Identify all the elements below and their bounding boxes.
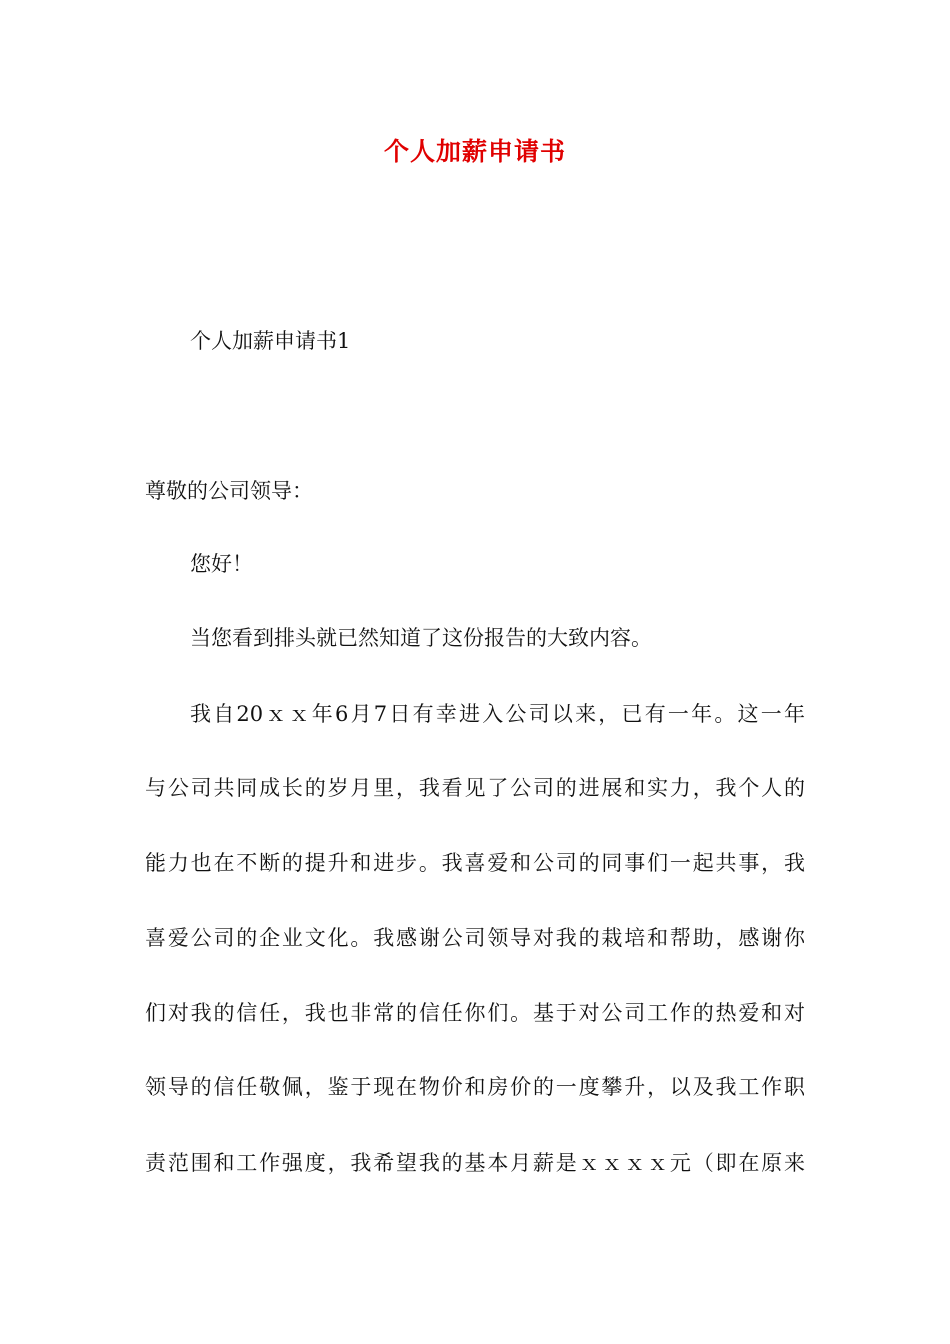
- greeting: 您好！: [190, 552, 253, 576]
- paragraph-line: 能力也在不断的提升和进步。我喜爱和公司的同事们一起共事，我: [145, 851, 805, 875]
- paragraph-line: 与公司共同成长的岁月里，我看见了公司的进展和实力，我个人的: [145, 776, 805, 800]
- document-title: 个人加薪申请书: [383, 137, 566, 166]
- salutation: 尊敬的公司领导：: [145, 479, 313, 503]
- section-heading: 个人加薪申请书1: [190, 329, 351, 353]
- paragraph-line: 责范围和工作强度，我希望我的基本月薪是ｘｘｘｘ元（即在原来: [145, 1151, 805, 1175]
- paragraph-line: 领导的信任敬佩，鉴于现在物价和房价的一度攀升，以及我工作职: [145, 1075, 805, 1099]
- paragraph-line: 我自20ｘｘ年6月7日有幸进入公司以来，已有一年。这一年: [190, 702, 805, 726]
- paragraph-line: 们对我的信任，我也非常的信任你们。基于对公司工作的热爱和对: [145, 1001, 805, 1025]
- paragraph-line: 喜爱公司的企业文化。我感谢公司领导对我的栽培和帮助，感谢你: [145, 926, 805, 950]
- paragraph-line: 当您看到排头就已然知道了这份报告的大致内容。: [190, 626, 652, 650]
